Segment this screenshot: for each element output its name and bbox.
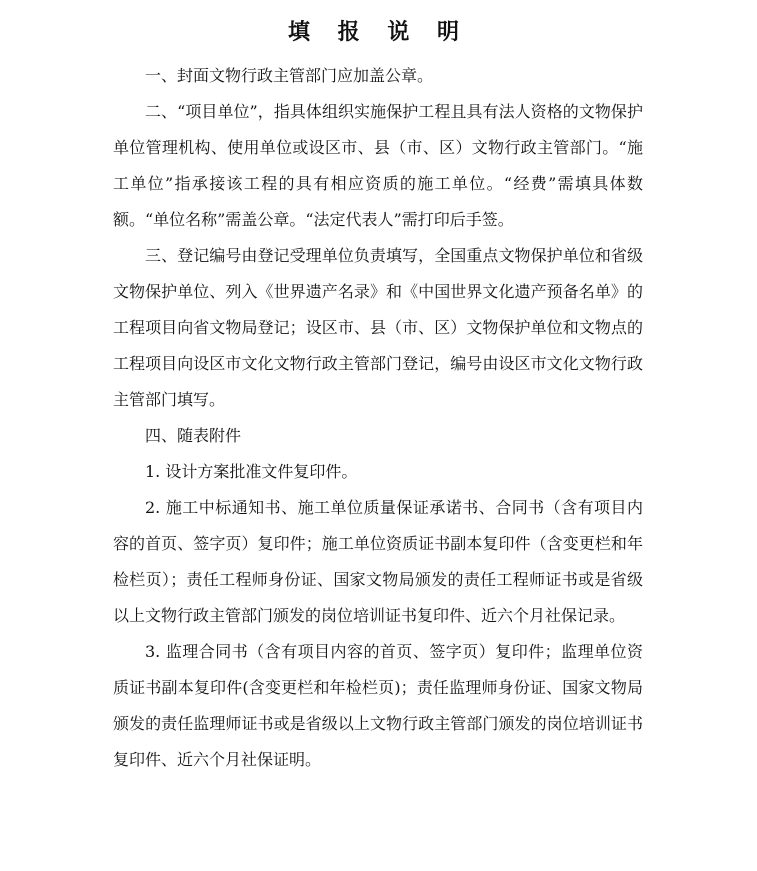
attachment-item-3: 3. 监理合同书（含有项目内容的首页、签字页）复印件；监理单位资质证书副本复印件(含变更栏和年检栏页)；责任监理师身份证、国家文物局颁发的责任监理师证书或是省级以上文物行政主管部门颁发的岗位培训证书复印件、近六个月社保证明。 bbox=[113, 642, 643, 769]
paragraph-seal-requirement: 一、封面文物行政主管部门应加盖公章。 bbox=[145, 66, 434, 85]
paragraph-registration-number: 三、登记编号由登记受理单位负责填写，全国重点文物保护单位和省级文物保护单位、列入《世界遗产名录》和《中国世界文化遗产预备名单》的工程项目向省文物局登记；设区市、县（市、区）文物保护单位和文物点的工程项目向设区市文化文物行政主管部门登记，编号由设区市文化文物行政主管部门填写。 bbox=[113, 246, 643, 409]
attachment-item-2: 2. 施工中标通知书、施工单位质量保证承诺书、合同书（含有项目内容的首页、签字页）复印件；施工单位资质证书副本复印件（含变更栏和年检栏页）；责任工程师身份证、国家文物局颁发的责任工程师证书或是省级以上文物行政主管部门颁发的岗位培训证书复印件、近六个月社保记录。 bbox=[113, 498, 643, 625]
paragraph-unit-definitions: 二、“项目单位”，指具体组织实施保护工程且具有法人资格的文物保护单位管理机构、使用单位或设区市、县（市、区）文物行政主管部门。“施工单位”指承接该工程的具有相应资质的施工单位。“经费”需填具体数额。“单位名称”需盖公章。“法定代表人”需打印后手签。 bbox=[113, 102, 643, 229]
paragraph-attachments-heading: 四、随表附件 bbox=[145, 426, 242, 445]
attachment-item-1: 1. 设计方案批准文件复印件。 bbox=[145, 462, 358, 481]
page-title: 填 报 说 明 bbox=[288, 20, 469, 45]
document-body bbox=[113, 58, 643, 778]
